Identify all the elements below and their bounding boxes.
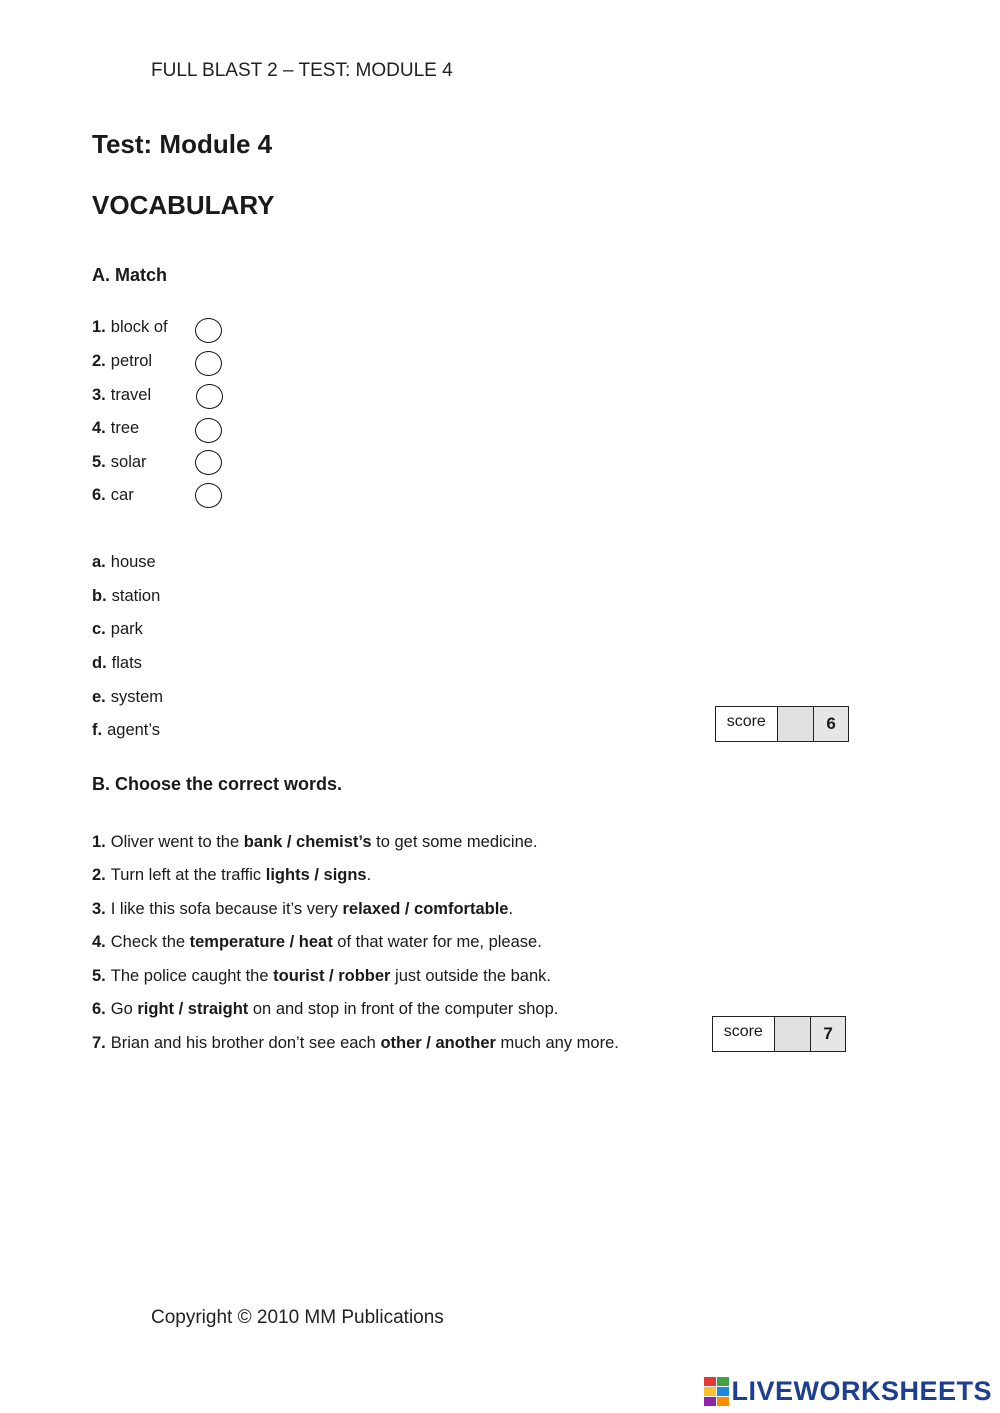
score-box-b <box>712 1016 846 1052</box>
item-text-after: on and stop in front of the computer shop. <box>248 1000 559 1018</box>
word-choice[interactable]: temperature / heat <box>189 933 333 951</box>
option-text: agent’s <box>107 721 161 739</box>
option-text: park <box>110 620 143 638</box>
word-choice[interactable]: right / straight <box>137 1000 249 1018</box>
item-text: tree <box>110 419 140 437</box>
item-number: 4. <box>92 419 106 437</box>
choice-item <box>92 967 551 986</box>
item-text-before: Oliver went to the <box>110 833 244 851</box>
answer-circle-3[interactable] <box>196 384 223 409</box>
option-letter: e. <box>92 688 106 706</box>
logo-tiles-icon <box>704 1377 729 1406</box>
item-number: 1. <box>92 833 106 851</box>
option-text: system <box>110 688 164 706</box>
match-item <box>92 352 152 371</box>
item-text-before: Check the <box>110 933 190 951</box>
choice-item <box>92 1000 558 1019</box>
match-option <box>92 721 160 740</box>
word-choice[interactable]: bank / chemist’s <box>243 833 372 851</box>
choice-item <box>92 900 513 919</box>
answer-circle-5[interactable] <box>195 450 222 475</box>
match-item <box>92 386 151 405</box>
option-text: flats <box>111 654 142 672</box>
liveworksheets-logo[interactable] <box>704 1376 992 1407</box>
item-number: 7. <box>92 1034 106 1052</box>
match-item <box>92 486 134 505</box>
item-text: solar <box>110 453 147 471</box>
choice-item <box>92 933 542 952</box>
answer-circle-4[interactable] <box>195 418 222 443</box>
match-option <box>92 688 163 707</box>
choice-item <box>92 1034 619 1053</box>
word-choice[interactable]: tourist / robber <box>273 967 391 985</box>
item-text-after: just outside the bank. <box>390 967 551 985</box>
section-heading: VOCABULARY <box>92 190 275 220</box>
item-number: 6. <box>92 486 106 504</box>
match-option <box>92 587 160 606</box>
part-a-heading: A. Match <box>92 265 168 285</box>
logo-text: LIVEWORKSHEETS <box>731 1376 992 1406</box>
option-text: station <box>111 587 161 605</box>
item-text-after: much any more. <box>495 1034 619 1052</box>
item-text-before: Brian and his brother don’t see each <box>110 1034 381 1052</box>
item-number: 5. <box>92 967 106 985</box>
item-number: 2. <box>92 352 106 370</box>
option-letter: b. <box>92 587 107 605</box>
item-text-before: I like this sofa because it’s very <box>110 900 343 918</box>
word-choice[interactable]: lights / signs <box>265 866 367 884</box>
item-text: car <box>110 486 134 504</box>
item-number: 5. <box>92 453 106 471</box>
word-choice[interactable]: other / another <box>380 1034 496 1052</box>
match-option <box>92 654 142 673</box>
option-letter: c. <box>92 620 106 638</box>
page-header: FULL BLAST 2 – TEST: MODULE 4 <box>151 60 453 81</box>
item-text-before: The police caught the <box>110 967 274 985</box>
answer-circle-1[interactable] <box>195 318 222 343</box>
score-input <box>775 1017 812 1051</box>
item-number: 3. <box>92 900 106 918</box>
score-max: 7 <box>811 1017 845 1051</box>
match-item <box>92 453 147 472</box>
item-text-after: to get some medicine. <box>371 833 538 851</box>
item-number: 3. <box>92 386 106 404</box>
item-text-after: . <box>508 900 514 918</box>
page-title: Test: Module 4 <box>92 129 273 159</box>
item-text: block of <box>110 318 168 336</box>
item-text-after: of that water for me, please. <box>332 933 542 951</box>
item-number: 2. <box>92 866 106 884</box>
part-b-heading: B. Choose the correct words. <box>92 774 343 794</box>
answer-circle-2[interactable] <box>195 351 222 376</box>
answer-circle-6[interactable] <box>195 483 222 508</box>
score-max: 6 <box>814 707 848 741</box>
score-box-a <box>715 706 849 742</box>
match-option <box>92 620 143 639</box>
item-text-before: Turn left at the traffic <box>110 866 266 884</box>
score-label: score <box>713 1017 775 1051</box>
option-letter: d. <box>92 654 107 672</box>
choice-item <box>92 866 371 885</box>
match-option <box>92 553 156 572</box>
match-item <box>92 318 168 337</box>
word-choice[interactable]: relaxed / comfortable <box>342 900 509 918</box>
choice-item <box>92 833 538 852</box>
option-text: house <box>110 553 156 571</box>
item-text-after: . <box>366 866 372 884</box>
option-letter: a. <box>92 553 106 571</box>
option-letter: f. <box>92 721 103 739</box>
item-text: travel <box>110 386 152 404</box>
score-label: score <box>716 707 778 741</box>
item-number: 6. <box>92 1000 106 1018</box>
item-text: petrol <box>110 352 153 370</box>
item-number: 1. <box>92 318 106 336</box>
item-number: 4. <box>92 933 106 951</box>
score-input <box>778 707 815 741</box>
match-item <box>92 419 139 438</box>
copyright-notice: Copyright © 2010 MM Publications <box>151 1307 444 1328</box>
item-text-before: Go <box>110 1000 138 1018</box>
